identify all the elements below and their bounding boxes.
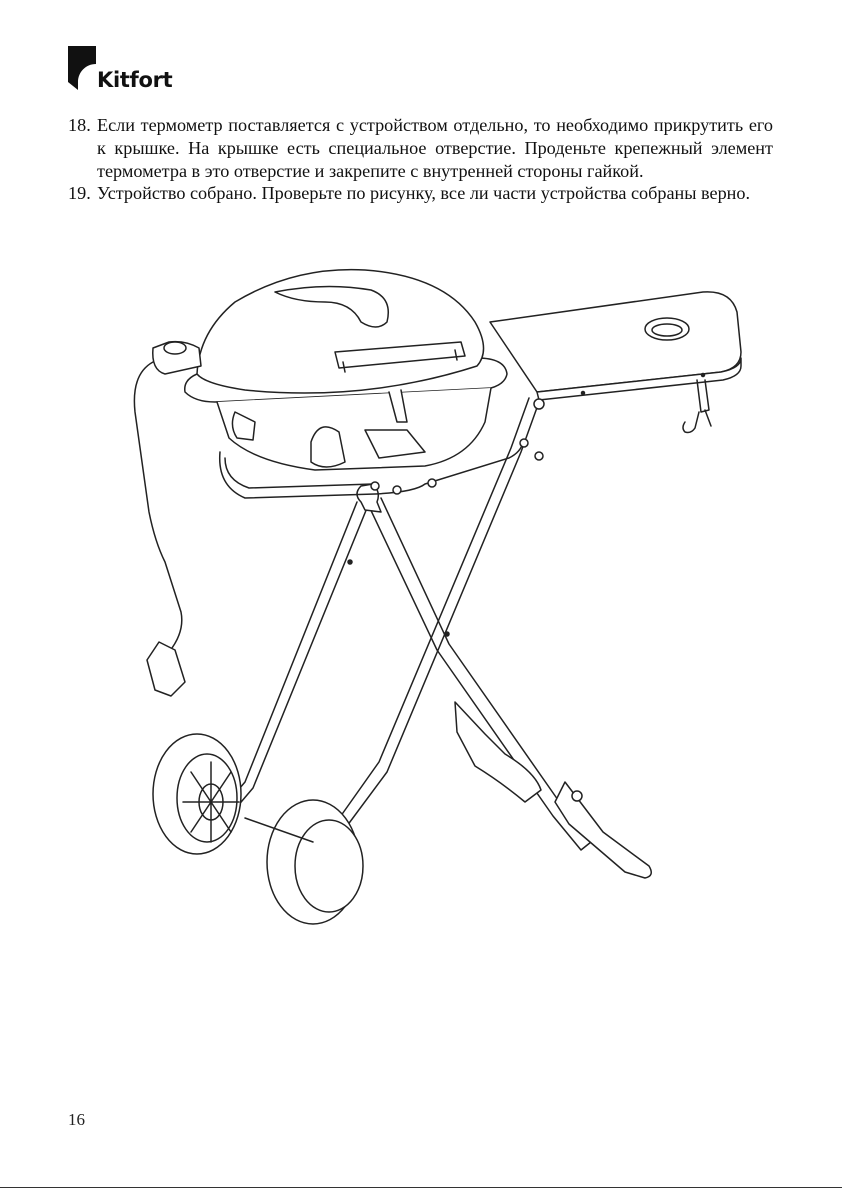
step-text: Если термометр поставляется с устройством отдельно, то необходимо прикрутить его к крышке. На крышке есть специальное отверстие. Проденьте крепежный элемент термометра в это отверстие и закрепите с внутренней стороны гайкой.	[97, 115, 773, 181]
wheel-left	[153, 734, 241, 854]
instruction-steps	[68, 114, 773, 205]
page-number: 16	[68, 1110, 85, 1129]
instruction-step	[68, 182, 773, 205]
bottom-rule	[0, 1187, 842, 1188]
step-number: 18.	[68, 115, 91, 135]
brand-name: Kitfort	[97, 68, 173, 92]
assembled-grill-illustration	[125, 262, 755, 932]
brand-logo	[68, 46, 178, 96]
utensil-hook	[683, 380, 711, 433]
wheel-right	[245, 800, 363, 924]
folding-frame	[211, 398, 651, 878]
step-text: Устройство собрано. Проверьте по рисунку, все ли части устройства собраны верно.	[97, 183, 751, 204]
side-table	[490, 292, 741, 400]
instruction-step	[68, 114, 773, 182]
step-number: 19.	[68, 183, 91, 204]
kitfort-logo-icon	[68, 46, 96, 90]
